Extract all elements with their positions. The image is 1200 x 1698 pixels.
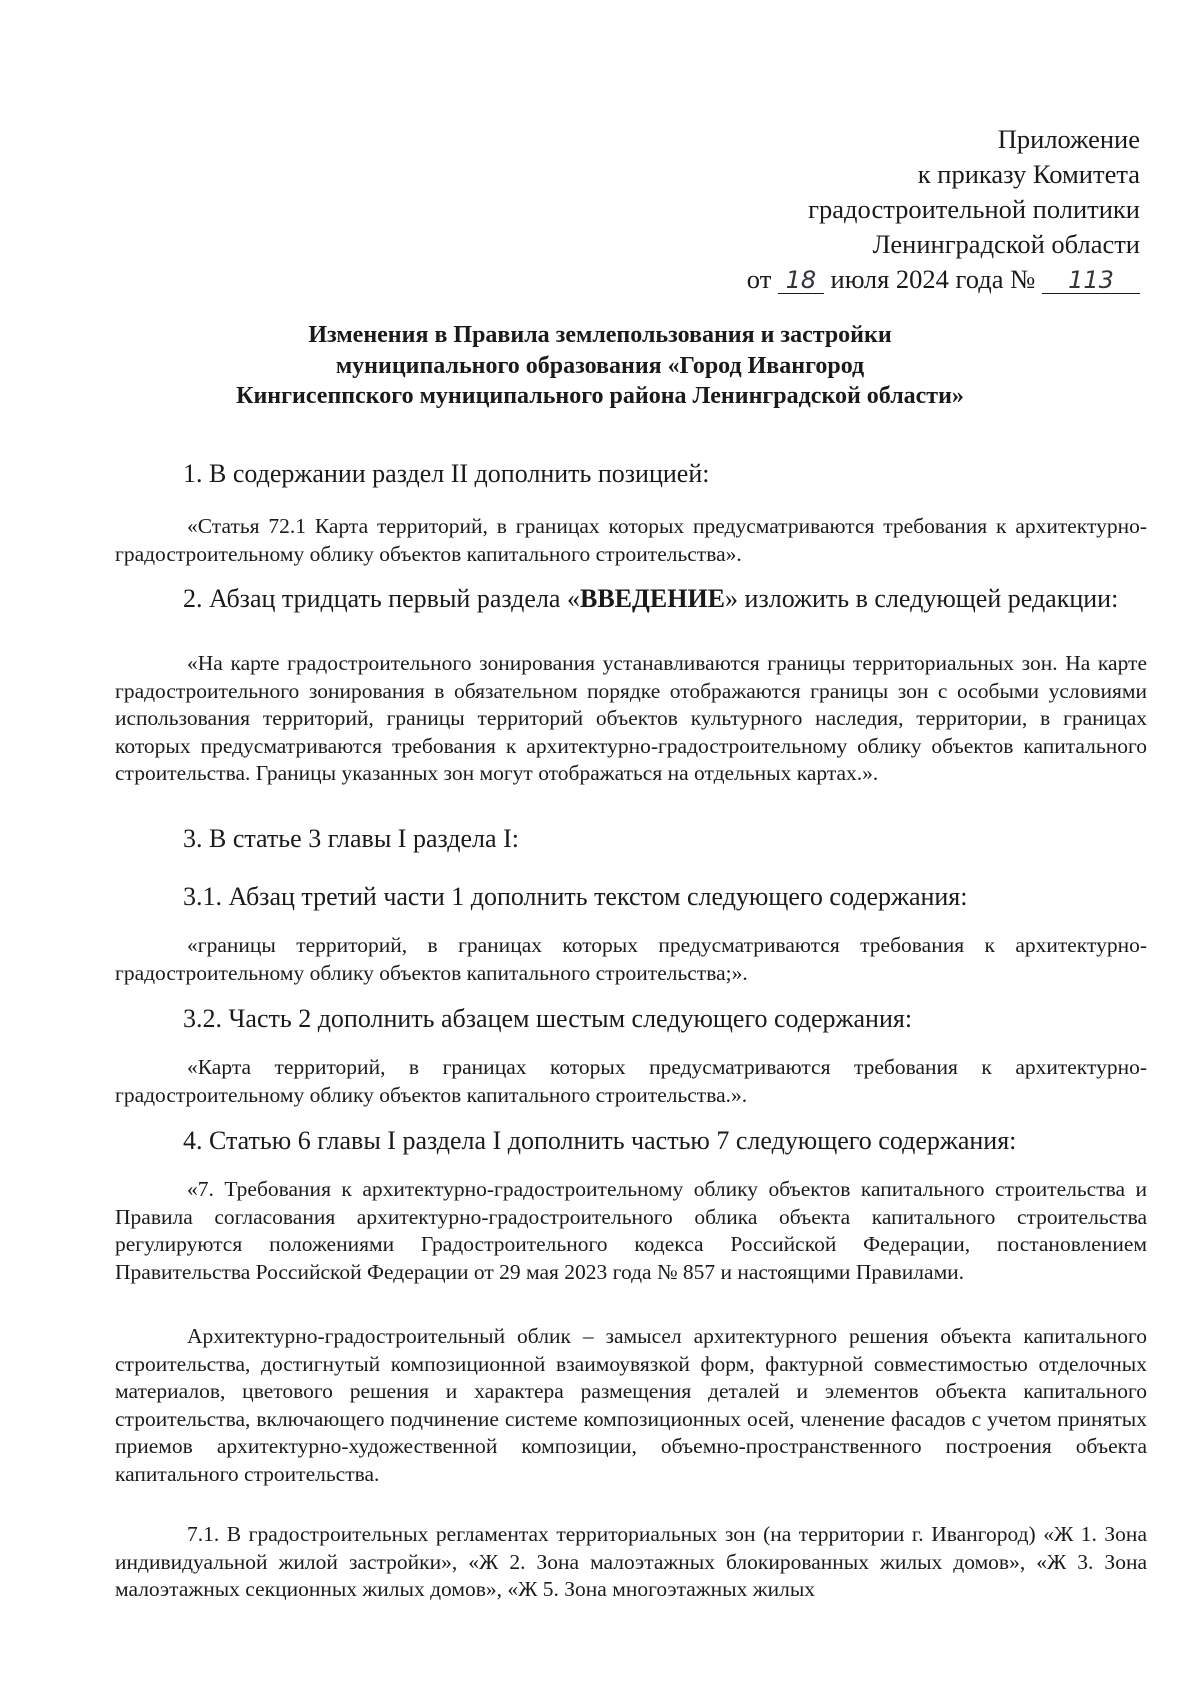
item-4-paragraph-2: Архитектурно-градостроительный облик – замысел архитектурного решения объекта капитального строительства, достигнутый композиционной взаимоувязкой форм, фактурной совместимостью отделочных материалов, цветового решения и характера размещения деталей и элементов объекта капитального строительства, включающего подчинение системе композиционных осей, членение фасадов с учетом принятых приемов архитектурно-художественной композиции, объемно-пространственного построения объекта капитального строительства. [115, 1324, 1147, 1486]
approval-line-4: Ленинградской области [872, 229, 1140, 259]
approval-line-1: Приложение [997, 124, 1140, 154]
approval-line-2: к приказу Комитета [917, 159, 1140, 189]
approval-stamp [580, 122, 1140, 297]
date-middle: июля 2024 года № [830, 264, 1036, 294]
handwritten-order-number: 113 [1042, 267, 1140, 294]
item-3-2-text: «Карта территорий, в границах которых предусматриваются требования к архитектурно-градостроительному облику объектов капитального строительства.». [115, 1055, 1147, 1107]
item-1-text: «Статья 72.1 Карта территорий, в границах которых предусматриваются требования к архитектурно-градостроительному облику объектов капитального строительства». [115, 514, 1147, 566]
item-3-1-text: «границы территорий, в границах которых предусматриваются требования к архитектурно-градостроительному облику объектов капитального строительства;». [115, 933, 1147, 985]
item-4-paragraph-3: 7.1. В градостроительных регламентах территориальных зон (на территории г. Ивангород) «Ж 1. Зона индивидуальной жилой застройки», «Ж 2. Зона малоэтажных блокированных жилых домов», «Ж 3. Зона малоэтажных секционных жилых домов», «Ж 5. Зона многоэтажных жилых [115, 1522, 1147, 1601]
item-1-heading: 1. В содержании раздел II дополнить позицией: [183, 459, 710, 488]
item-2-heading [115, 583, 1147, 614]
document-title [60, 320, 1140, 412]
approval-line-3: градостроительной политики [808, 194, 1140, 224]
introduction-section-name: ВВЕДЕНИЕ [579, 584, 726, 613]
title-line-1: Изменения в Правила землепользования и застройки [308, 322, 892, 348]
date-prefix: от [746, 264, 772, 294]
title-line-2: муниципального образования «Город Ивангород [335, 352, 865, 379]
item-3-heading: 3. В статье 3 главы I раздела I: [183, 824, 519, 853]
title-line-3: Кингисеппского муниципального района Ленинградской области» [236, 383, 964, 409]
item-2-heading-start: 2. Абзац тридцать первый раздела « [183, 584, 580, 613]
item-3-1-heading: 3.1. Абзац третий части 1 дополнить текстом следующего содержания: [183, 882, 968, 911]
handwritten-day: 18 [778, 267, 824, 294]
item-4-heading: 4. Статью 6 главы I раздела I дополнить частью 7 следующего содержания: [183, 1126, 1017, 1155]
item-2-heading-end: » изложить в следующей редакции: [725, 584, 1119, 613]
approval-date-line [580, 262, 1140, 297]
item-4-paragraph-1: «7. Требования к архитектурно-градостроительному облику объектов капитального строительства и Правила согласования архитектурно-градостроительного облика объекта капитального строительства регулируются положениями Градостроительного кодекса Российской Федерации, постановлением Правительства Российской Федерации от 29 мая 2023 года № 857 и настоящими Правилами. [115, 1177, 1147, 1284]
item-2-text: «На карте градостроительного зонирования устанавливаются границы территориальных зон. На карте градостроительного зонирования в обязательном порядке отображаются границы зон с особыми условиями использования территорий, границы территорий объектов культурного наследия, территории, в границах которых предусматриваются требования к архитектурно-градостроительному облику объектов капитального строительства. Границы указанных зон могут отображаться на отдельных картах.». [115, 651, 1147, 785]
item-3-2-heading: 3.2. Часть 2 дополнить абзацем шестым следующего содержания: [183, 1004, 913, 1033]
